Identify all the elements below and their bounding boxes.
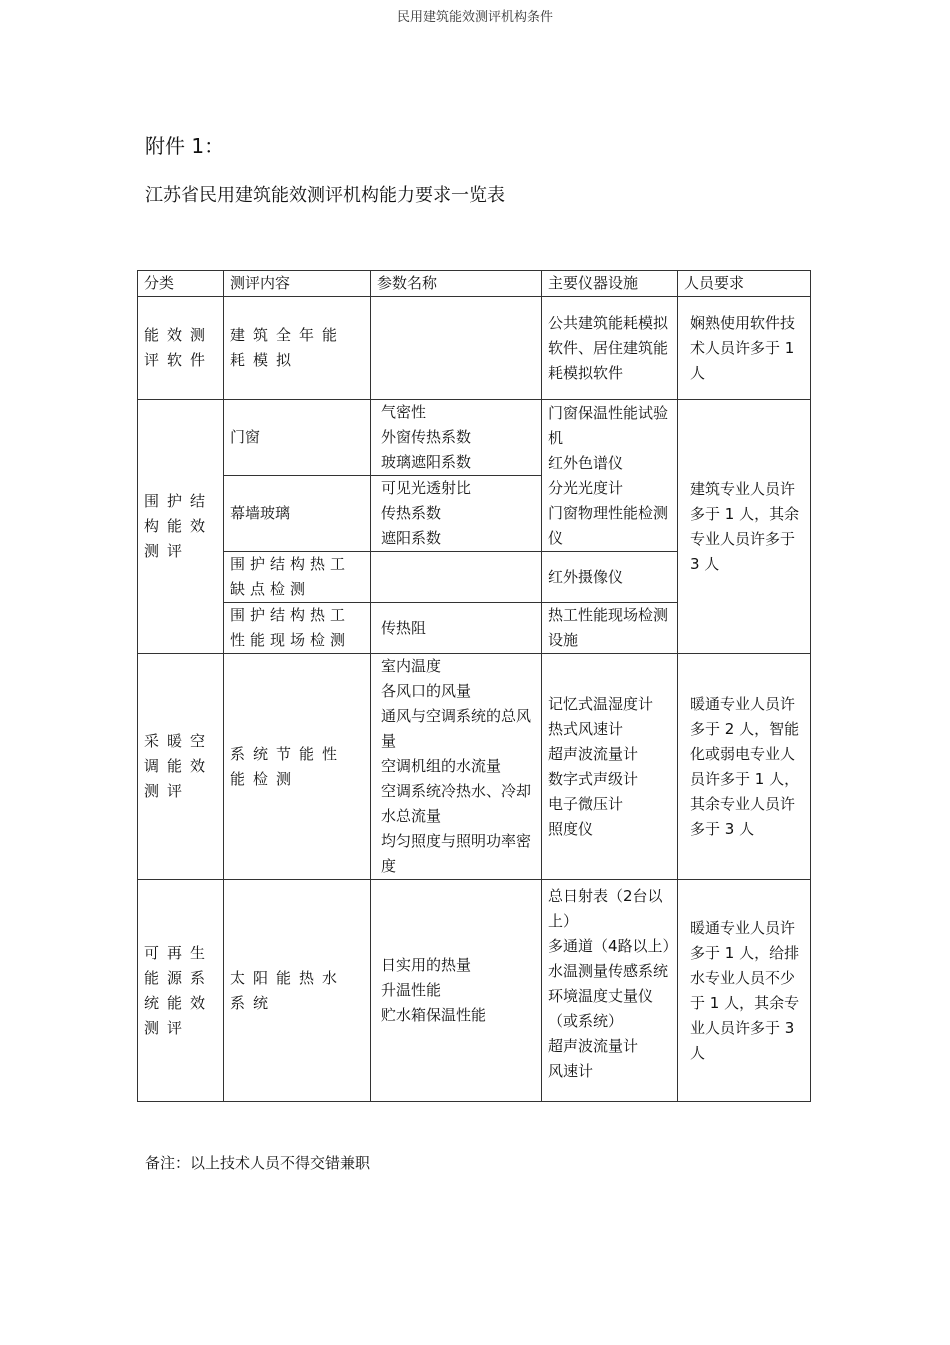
category-cell: 采暖空调能效测评 <box>138 654 224 880</box>
table-row <box>138 297 811 400</box>
header-category: 分类 <box>138 271 224 297</box>
header-instruments: 主要仪器设施 <box>542 271 678 297</box>
table-header-row <box>138 271 811 297</box>
content-cell: 太阳能热水系统 <box>224 880 371 1102</box>
category-cell: 围护结构能效测评 <box>138 400 224 654</box>
running-header: 民用建筑能效测评机构条件 <box>396 10 553 25</box>
instruments-cell: 热工性能现场检测设施 <box>542 603 678 654</box>
content-cell: 建筑全年能耗模拟 <box>224 297 371 400</box>
table-row <box>138 880 811 1102</box>
content-cell: 门窗 <box>224 400 371 476</box>
instruments-cell: 总日射表（2台以上） 多通道（4路以上）水温测量传感系统 环境温度丈量仪（或系统） 超声波流量计 风速计 <box>542 880 678 1102</box>
table-row <box>138 654 811 880</box>
attachment-label: 附件 1： <box>145 134 225 158</box>
header-params: 参数名称 <box>371 271 542 297</box>
instruments-cell: 门窗保温性能试验机 红外色谱仪 分光光度计 门窗物理性能检测仪 <box>542 400 678 552</box>
content-cell: 幕墙玻璃 <box>224 476 371 552</box>
category-cell: 能效测评软件 <box>138 297 224 400</box>
params-cell: 可见光透射比 传热系数 遮阳系数 <box>371 476 542 552</box>
params-cell <box>371 552 542 603</box>
params-cell: 室内温度 各风口的风量 通风与空调系统的总风量 空调机组的水流量 空调系统冷热水、冷却水总流量 均匀照度与照明功率密度 <box>371 654 542 880</box>
category-cell: 可再生能源系统能效测评 <box>138 880 224 1102</box>
requirements-table <box>137 270 811 1102</box>
params-cell: 传热阻 <box>371 603 542 654</box>
header-staff: 人员要求 <box>678 271 811 297</box>
instruments-cell: 红外摄像仪 <box>542 552 678 603</box>
params-cell <box>371 297 542 400</box>
footnote: 备注：以上技术人员不得交错兼职 <box>145 1154 371 1172</box>
document-title: 江苏省民用建筑能效测评机构能力要求一览表 <box>145 185 505 206</box>
staff-cell: 建筑专业人员许多于 1 人，其余专业人员许多于 3 人 <box>678 400 811 654</box>
params-cell: 日实用的热量 升温性能 贮水箱保温性能 <box>371 880 542 1102</box>
content-cell: 系统节能性能检测 <box>224 654 371 880</box>
instruments-cell: 记忆式温湿度计 热式风速计 超声波流量计 数字式声级计 电子微压计 照度仪 <box>542 654 678 880</box>
content-cell: 围护结构热工缺点检测 <box>224 552 371 603</box>
params-cell: 气密性 外窗传热系数 玻璃遮阳系数 <box>371 400 542 476</box>
instruments-cell: 公共建筑能耗模拟软件、居住建筑能耗模拟软件 <box>542 297 678 400</box>
staff-cell: 娴熟使用软件技术人员许多于 1 人 <box>678 297 811 400</box>
staff-cell: 暖通专业人员许多于 1 人，给排水专业人员不少于 1 人，其余专业人员许多于 3 人 <box>678 880 811 1102</box>
header-content: 测评内容 <box>224 271 371 297</box>
content-cell: 围护结构热工性能现场检测 <box>224 603 371 654</box>
table-row <box>138 400 811 476</box>
staff-cell: 暖通专业人员许多于 2 人，智能化或弱电专业人员许多于 1 人，其余专业人员许多于 3 人 <box>678 654 811 880</box>
